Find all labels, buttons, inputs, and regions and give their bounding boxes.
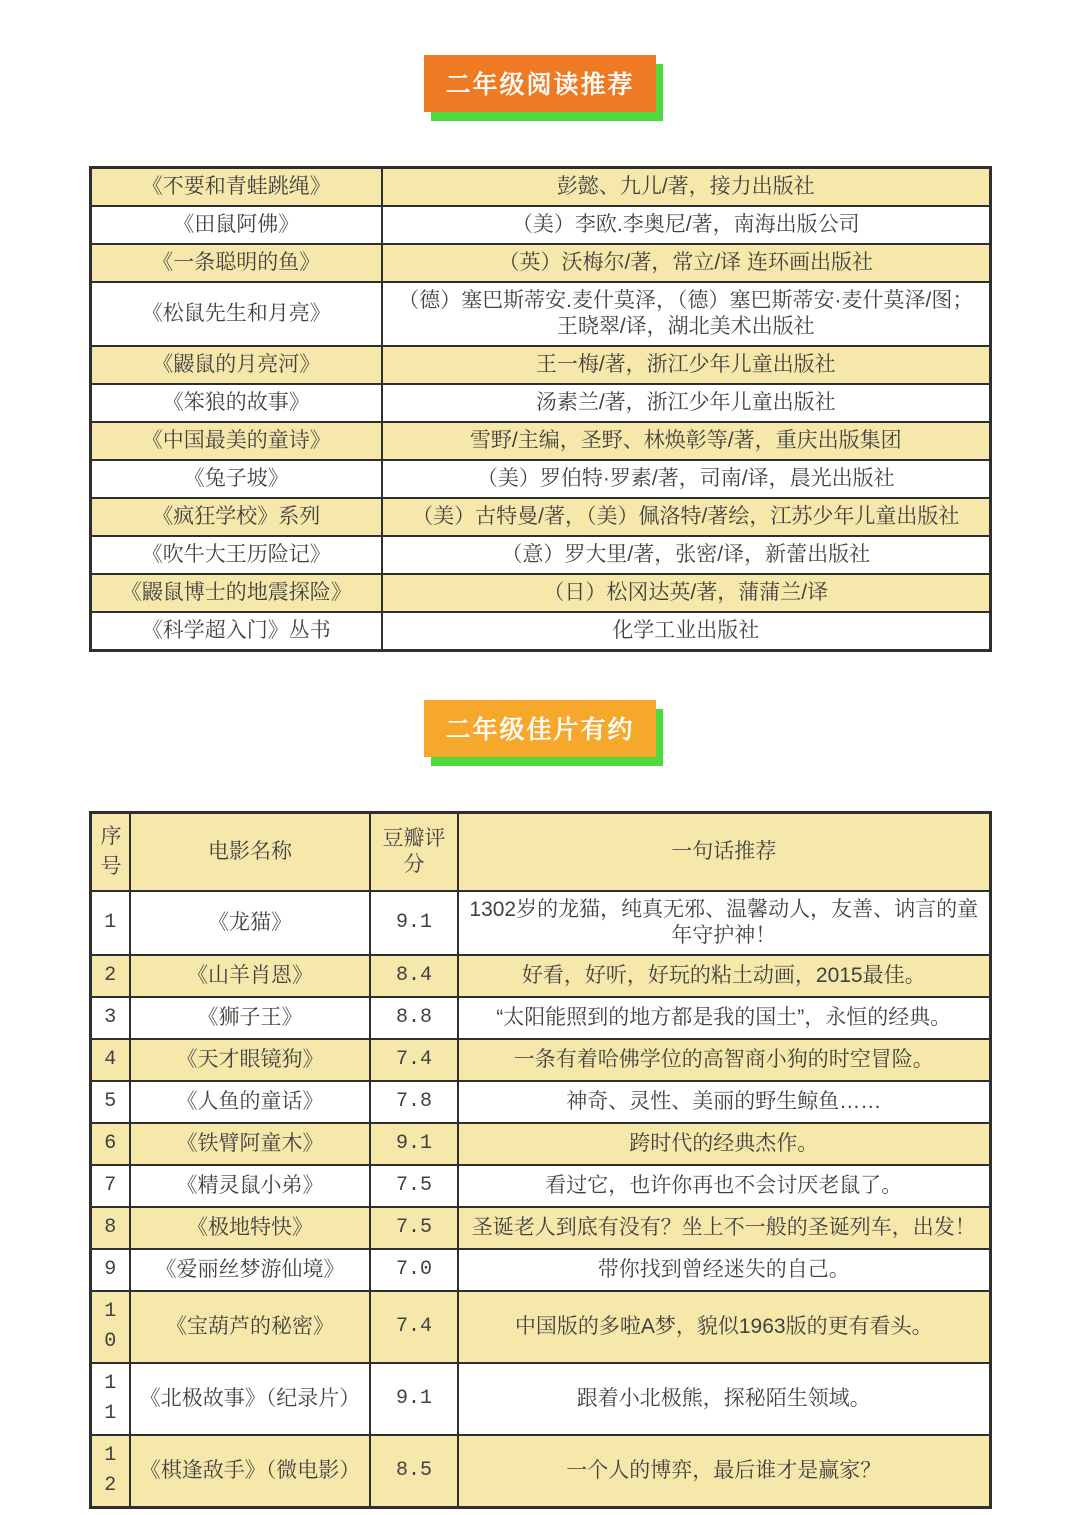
movie-no-cell: 10 (90, 1291, 130, 1363)
movie-name-cell: 《棋逢敌手》（微电影） (130, 1435, 370, 1508)
movie-row (90, 955, 990, 997)
movies-section-header (0, 652, 1080, 757)
movie-rating-cell: 7.8 (370, 1081, 458, 1123)
book-row (90, 498, 990, 536)
movie-rating-cell: 7.4 (370, 1039, 458, 1081)
reading-table-body (90, 168, 990, 651)
movie-no-cell: 7 (90, 1165, 130, 1207)
header-recommendation: 一句话推荐 (458, 813, 990, 892)
book-row (90, 346, 990, 384)
movie-table-header-row (90, 813, 990, 892)
book-info-cell: 化学工业出版社 (382, 612, 990, 651)
movie-rating-cell: 9.1 (370, 1123, 458, 1165)
movie-row (90, 1081, 990, 1123)
movies-title-text: 二年级佳片有约 (424, 700, 655, 757)
movie-name-cell: 《精灵鼠小弟》 (130, 1165, 370, 1207)
movie-name-cell: 《天才眼镜狗》 (130, 1039, 370, 1081)
book-info-cell: 彭懿、九儿/著，接力出版社 (382, 168, 990, 207)
reading-section-header (0, 0, 1080, 112)
book-info-cell: （德）塞巴斯蒂安.麦什莫泽，（德）塞巴斯蒂安·麦什莫泽/图；王晓翠/译，湖北美术出版社 (382, 282, 990, 346)
book-title-cell: 《兔子坡》 (90, 460, 382, 498)
book-title-cell: 《田鼠阿佛》 (90, 206, 382, 244)
movie-rating-cell: 8.5 (370, 1435, 458, 1508)
movie-row (90, 1435, 990, 1508)
movie-row (90, 1207, 990, 1249)
book-title-cell: 《鼹鼠博士的地震探险》 (90, 574, 382, 612)
book-title-cell: 《中国最美的童诗》 (90, 422, 382, 460)
book-title-cell: 《笨狼的故事》 (90, 384, 382, 422)
reading-title-text: 二年级阅读推荐 (424, 55, 655, 112)
book-title-cell: 《疯狂学校》系列 (90, 498, 382, 536)
movie-name-cell: 《人鱼的童话》 (130, 1081, 370, 1123)
book-title-cell: 《一条聪明的鱼》 (90, 244, 382, 282)
book-info-cell: （美）罗伯特·罗素/著，司南/译，晨光出版社 (382, 460, 990, 498)
movie-rec-cell: 一个人的博弈，最后谁才是赢家？ (458, 1435, 990, 1508)
book-row (90, 612, 990, 651)
reading-recommendations-table (89, 166, 992, 652)
reading-title-badge (424, 55, 655, 112)
movie-rating-cell: 7.4 (370, 1291, 458, 1363)
movie-rating-cell: 7.5 (370, 1207, 458, 1249)
header-douban-rating: 豆瓣评分 (370, 813, 458, 892)
book-info-cell: 汤素兰/著，浙江少年儿童出版社 (382, 384, 990, 422)
movie-row (90, 1291, 990, 1363)
movie-no-cell: 8 (90, 1207, 130, 1249)
movie-row (90, 1039, 990, 1081)
book-info-cell: （英）沃梅尔/著，常立/译 连环画出版社 (382, 244, 990, 282)
movie-name-cell: 《宝葫芦的秘密》 (130, 1291, 370, 1363)
movie-no-cell: 3 (90, 997, 130, 1039)
book-row (90, 244, 990, 282)
movie-rec-cell: 神奇、灵性、美丽的野生鲸鱼…… (458, 1081, 990, 1123)
movie-name-cell: 《龙猫》 (130, 891, 370, 955)
book-title-cell: 《鼹鼠的月亮河》 (90, 346, 382, 384)
movie-rec-cell: 一条有着哈佛学位的高智商小狗的时空冒险。 (458, 1039, 990, 1081)
movie-row (90, 1123, 990, 1165)
movie-row (90, 1363, 990, 1435)
book-info-cell: 王一梅/著，浙江少年儿童出版社 (382, 346, 990, 384)
movie-rec-cell: “太阳能照到的地方都是我的国土”，永恒的经典。 (458, 997, 990, 1039)
book-row (90, 422, 990, 460)
movies-title-badge (424, 700, 655, 757)
movie-no-cell: 4 (90, 1039, 130, 1081)
movie-no-cell: 11 (90, 1363, 130, 1435)
book-row (90, 536, 990, 574)
movie-row (90, 1249, 990, 1291)
book-info-cell: （美）古特曼/著，（美）佩洛特/著绘，江苏少年儿童出版社 (382, 498, 990, 536)
movie-rating-cell: 7.0 (370, 1249, 458, 1291)
movie-row (90, 997, 990, 1039)
book-title-cell: 《科学超入门》丛书 (90, 612, 382, 651)
movie-no-cell: 5 (90, 1081, 130, 1123)
book-row (90, 574, 990, 612)
movie-rating-cell: 8.4 (370, 955, 458, 997)
book-info-cell: （日）松冈达英/著，蒲蒲兰/译 (382, 574, 990, 612)
movie-row (90, 1165, 990, 1207)
movie-name-cell: 《山羊肖恩》 (130, 955, 370, 997)
movie-name-cell: 《北极故事》（纪录片） (130, 1363, 370, 1435)
movie-name-cell: 《爱丽丝梦游仙境》 (130, 1249, 370, 1291)
movie-rating-cell: 9.1 (370, 1363, 458, 1435)
movie-rec-cell: 好看，好听，好玩的粘土动画，2015最佳。 (458, 955, 990, 997)
movie-no-cell: 6 (90, 1123, 130, 1165)
movie-table-body (90, 891, 990, 1508)
movie-name-cell: 《铁臂阿童木》 (130, 1123, 370, 1165)
movie-no-cell: 12 (90, 1435, 130, 1508)
movie-rec-cell: 中国版的多啦A梦，貌似1963版的更有看头。 (458, 1291, 990, 1363)
movie-rec-cell: 1302岁的龙猫，纯真无邪、温馨动人，友善、讷言的童年守护神！ (458, 891, 990, 955)
book-info-cell: 雪野/主编，圣野、林焕彰等/著，重庆出版集团 (382, 422, 990, 460)
movie-row (90, 891, 990, 955)
movie-no-cell: 2 (90, 955, 130, 997)
movie-rec-cell: 跨时代的经典杰作。 (458, 1123, 990, 1165)
book-row (90, 460, 990, 498)
header-movie-name: 电影名称 (130, 813, 370, 892)
header-no: 序号 (90, 813, 130, 892)
book-info-cell: （美）李欧.李奥尼/著，南海出版公司 (382, 206, 990, 244)
movie-recommendations-table (89, 811, 992, 1509)
movie-rec-cell: 圣诞老人到底有没有？坐上不一般的圣诞列车，出发！ (458, 1207, 990, 1249)
movie-rating-cell: 9.1 (370, 891, 458, 955)
book-row (90, 206, 990, 244)
movie-rec-cell: 带你找到曾经迷失的自己。 (458, 1249, 990, 1291)
book-title-cell: 《松鼠先生和月亮》 (90, 282, 382, 346)
movie-rec-cell: 看过它，也许你再也不会讨厌老鼠了。 (458, 1165, 990, 1207)
book-info-cell: （意）罗大里/著，张密/译，新蕾出版社 (382, 536, 990, 574)
movie-rec-cell: 跟着小北极熊，探秘陌生领域。 (458, 1363, 990, 1435)
movie-rating-cell: 7.5 (370, 1165, 458, 1207)
book-row (90, 384, 990, 422)
book-title-cell: 《吹牛大王历险记》 (90, 536, 382, 574)
movie-rating-cell: 8.8 (370, 997, 458, 1039)
movie-name-cell: 《极地特快》 (130, 1207, 370, 1249)
book-row (90, 168, 990, 207)
movie-name-cell: 《狮子王》 (130, 997, 370, 1039)
movie-no-cell: 1 (90, 891, 130, 955)
book-title-cell: 《不要和青蛙跳绳》 (90, 168, 382, 207)
movie-no-cell: 9 (90, 1249, 130, 1291)
book-row (90, 282, 990, 346)
